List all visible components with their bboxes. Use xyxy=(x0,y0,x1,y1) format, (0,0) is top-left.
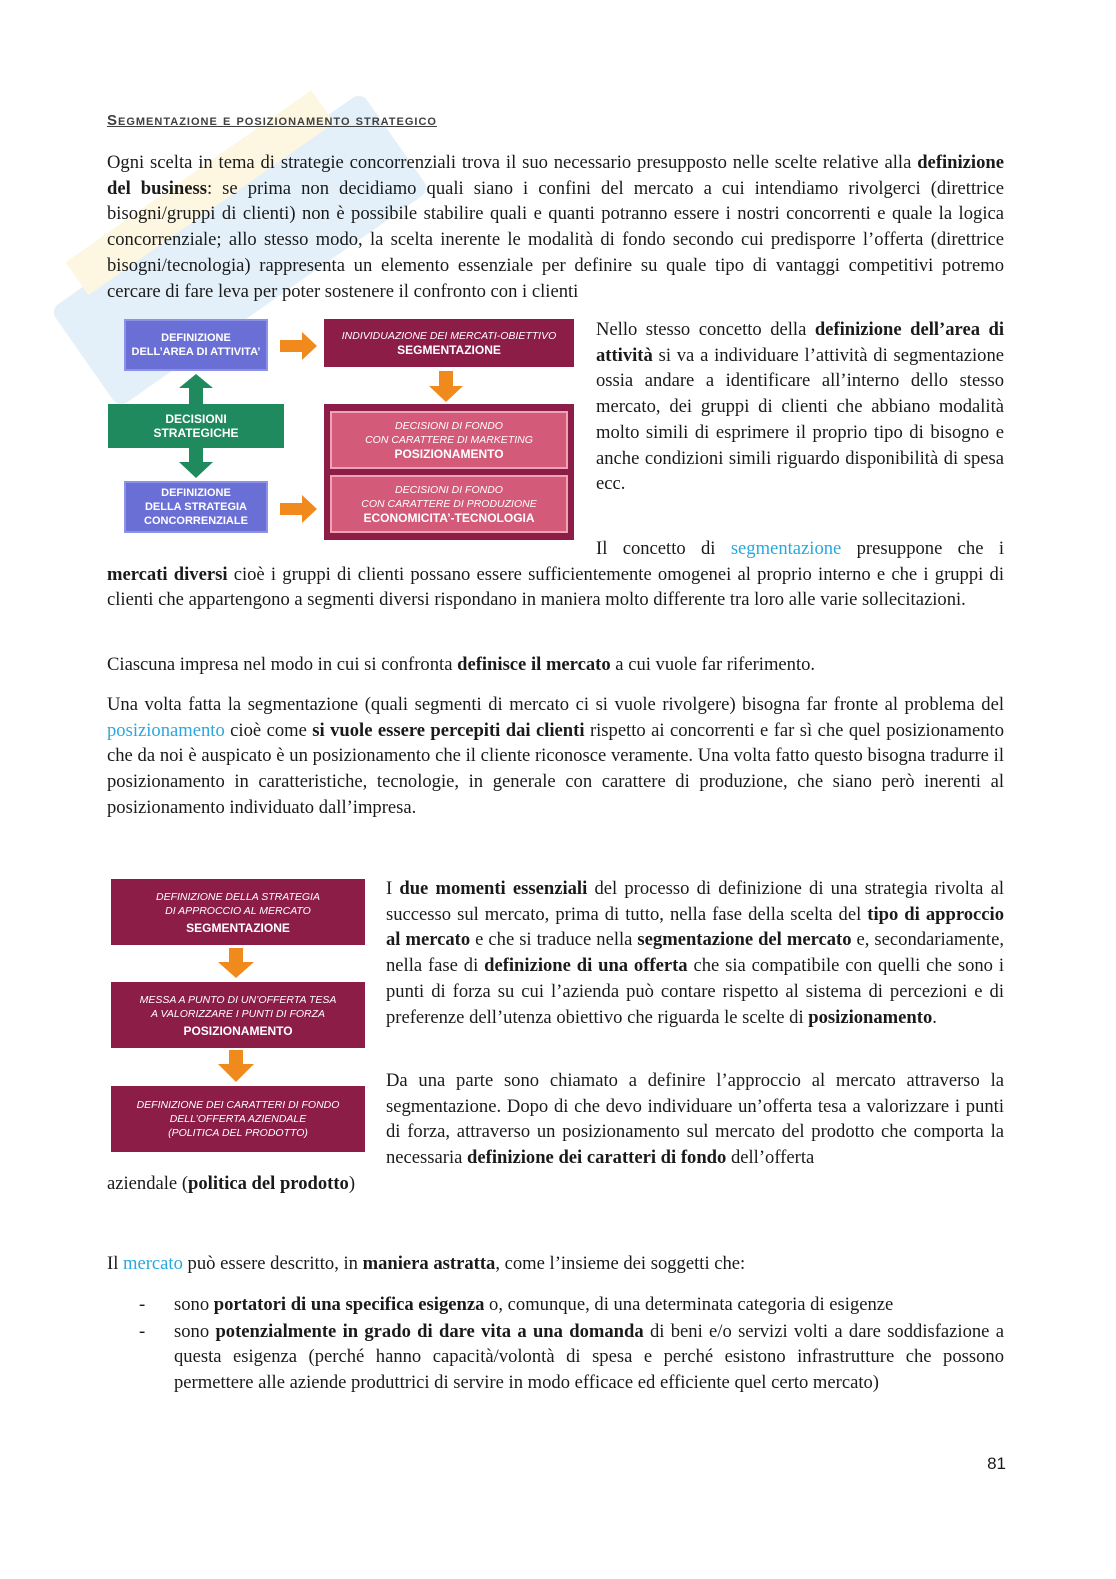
list-item: - sono potenzialmente in grado di dare vita a una domanda di beni e/o servizi volti a dare soddisfazione a questa esigenza (perché hanno capacità/volontà di spesa e perché esistono infrastrutture che possono permettere alle aziende produttrici di servire in modo efficace ed efficiente quel certo mercato) xyxy=(139,1320,1004,1393)
paragraph-area-attivita: Nello stesso concetto della definizione dell’area di attività si va a individuare l’attività di segmentazione ossia andare a identificare all’interno dello stesso mercato, dei gruppi di clienti che abbiano modalità molto simili di esprimere il proprio tipo di bisogno e anche condizioni simili riguardo disponibilità di spesa ecc. xyxy=(596,319,1004,495)
box-segmentazione: INDIVIDUAZIONE DEI MERCATI-OBIETTIVO SEGMENTAZIONE xyxy=(324,319,574,367)
arrow-right-bottom xyxy=(280,495,317,523)
box-area-attivita: DEFINIZIONE DELL’AREA DI ATTIVITA’ xyxy=(124,319,268,371)
box-strategia-concorrenziale: DEFINIZIONE DELLA STRATEGIA CONCORRENZIALE xyxy=(124,481,268,533)
box-decisioni-strategiche: DECISIONI STRATEGICHE xyxy=(108,404,284,448)
process-box-posizionamento: MESSA A PUNTO DI UN’OFFERTA TESA A VALORIZZARE I PUNTI DI FORZA POSIZIONAMENTO xyxy=(111,982,365,1048)
paragraph-approccio-end: aziendale (politica del prodotto) xyxy=(107,1173,356,1194)
process-box-segmentazione: DEFINIZIONE DELLA STRATEGIA DI APPROCCIO AL MERCATO SEGMENTAZIONE xyxy=(111,879,365,945)
process-box-politica-prodotto: DEFINIZIONE DEI CARATTERI DI FONDO DELL’OFFERTA AZIENDALE (POLITICA DEL PRODOTTO) xyxy=(111,1086,365,1152)
paragraph-segmentazione: Il concetto di segmentazione presuppone che i mercati diversi cioè i gruppi di clienti possano essere sufficientemente omogenei al proprio interno e che i gruppi di clienti che appartengono a segmenti diversi rispondano in maniera molto differente tra loro alle varie sollecitazioni. xyxy=(107,538,1004,611)
arrow-up-green xyxy=(179,374,213,404)
box-economicita: DECISIONI DI FONDO CON CARATTERE DI PRODUZIONE ECONOMICITA’-TECNOLOGIA xyxy=(330,475,568,533)
box-decisioni-fondo xyxy=(324,404,574,540)
arrow-down-1 xyxy=(218,948,254,978)
strategy-diagram xyxy=(107,318,577,548)
arrow-down xyxy=(429,371,463,402)
section-heading: Segmentazione e posizionamento strategico xyxy=(107,112,437,129)
arrow-down-2 xyxy=(218,1050,254,1082)
paragraph-intro: Ogni scelta in tema di strategie concorrenziali trova il suo necessario presupposto nelle scelte relative alla definizione del business: se prima non decidiamo quali siano i confini del mercato a cui intendiamo rivolgerci (direttrice bisogni/gruppi di clienti) non è possibile stabilire quali e quanti potranno essere i nostri concorrenti e quale la logica concorrenziale; allo stesso modo, la scelta inerente le modalità di fondo secondo cui predisporre l’offerta (direttrice bisogni/tecnologia) rappresenta un elemento essenziale per definire su quale tipo di vantaggi competitivi potremo cercare di fare leva per poter sostenere il confronto con i clienti xyxy=(107,152,1004,302)
arrow-down-green xyxy=(179,446,213,478)
paragraph-posizionamento: Una volta fatta la segmentazione (quali segmenti di mercato ci si vuole rivolgere) bisogna far fronte al problema del posizionamento cioè come si vuole essere percepiti dai clienti rispetto ai concorrenti e far sì che quel posizionamento che da noi è auspicato è un posizionamento che il cliente riconosce veramente. Una volta fatto questo bisogna tradurre il posizionamento in caratteristiche, tecnologie, in generale con carattere di produzione, che siano però inerenti al posizionamento individuato dall’impresa. xyxy=(107,694,1005,818)
paragraph-definisce-mercato: Ciascuna impresa nel modo in cui si confronta definisce il mercato a cui vuole far riferimento. xyxy=(107,654,816,675)
mercato-list xyxy=(107,1292,1004,1396)
arrow-right-top xyxy=(280,332,317,360)
box-posizionamento: DECISIONI DI FONDO CON CARATTERE DI MARKETING POSIZIONAMENTO xyxy=(330,411,568,469)
paragraph-due-momenti: I due momenti essenziali del processo di definizione di una strategia rivolta al successo sul mercato, prima di tutto, nella fase della scelta del tipo di approccio al mercato e che si traduce nella segmentazione del mercato e, secondariamente, nella fase di definizione di una offerta che sia compatibile con quelli che sono i punti di forza su cui l’azienda può contare rispetto al sistema di percezioni e di preferenze dell’utenza obiettivo che riguarda le scelte di posizionamento. xyxy=(386,878,1004,1028)
paragraph-mercato: Il mercato può essere descritto, in maniera astratta, come l’insieme dei soggetti che: xyxy=(107,1253,746,1274)
process-diagram xyxy=(110,878,370,1158)
list-item: - sono portatori di una specifica esigenza o, comunque, di una determinata categoria di esigenze xyxy=(139,1294,894,1315)
paragraph-approccio: Da una parte sono chiamato a definire l’approccio al mercato attraverso la segmentazione. Dopo di che devo individuare un’offerta tesa a valorizzare i punti di forza, attraverso un posizionamento sul mercato del prodotto che comporta la necessaria definizione dei caratteri di fondo dell’offerta xyxy=(386,1070,1004,1169)
page-number: 81 xyxy=(987,1454,1006,1473)
